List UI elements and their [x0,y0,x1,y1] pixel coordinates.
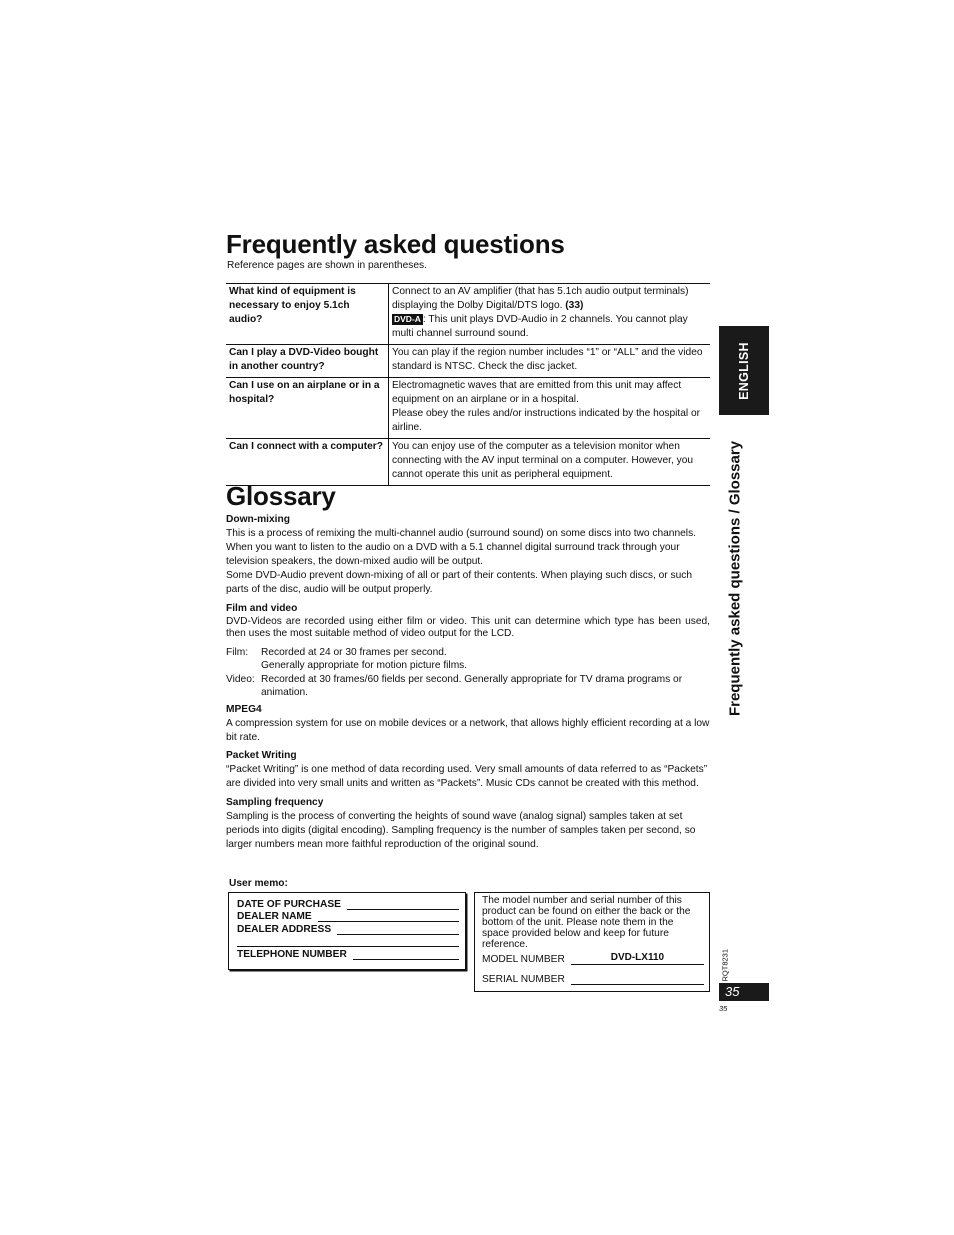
definition-text: Sampling is the process of converting the heights of sound wave (analog signal) samples taken at set periods into digits (digital encoding). Sampling frequency is the number of samples taken per second, so larger numbers mean more faithful reproduction of the original sound. [226,811,696,850]
faq-question: Can I connect with a computer? [229,441,383,452]
model-number-value: DVD-LX110 [571,952,704,965]
memo-extra-line [237,946,459,947]
list-line: Generally appropriate for motion picture films. [261,659,468,671]
list-line: animation. [261,686,309,698]
list-item [226,674,710,699]
faq-answer [388,378,710,438]
list-text [261,674,682,699]
term-down-mixing: Down-mixing [226,514,290,525]
section-side-text: Frequently asked questions / Glossary [726,440,744,717]
definition-text: A compression system for use on mobile devices or a network, that allows highly efficient recording at a low bit rate. [226,718,710,743]
serial-number-label: SERIAL NUMBER [482,974,565,985]
faq-row [226,345,710,378]
list-label: Film: [226,647,249,658]
memo-field-label: DEALER ADDRESS [237,924,332,935]
faq-row [226,378,710,439]
faq-row [226,439,710,486]
memo-field-line [347,899,459,910]
faq-answer-text: : This unit plays DVD-Audio in 2 channels. You cannot play multi channel surround sound. [392,314,688,339]
memo-field [237,911,459,922]
faq-subtitle: Reference pages are shown in parentheses. [227,260,427,271]
faq-row [226,284,710,345]
faq-answer-text: Please obey the rules and/or instructions indicated by the hospital or airline. [392,408,701,433]
serial-number-row [482,972,704,985]
user-memo-box [228,892,466,970]
memo-field-line [353,949,459,960]
faq-table [226,283,710,486]
language-tab-label [719,326,769,415]
faq-question: Can I play a DVD-Video bought in another country? [229,347,379,372]
list-label: Video: [226,674,255,685]
list-text [261,647,467,672]
serial-number-line [571,972,704,985]
term-mpeg4: MPEG4 [226,704,262,715]
faq-answer-text: Connect to an AV amplifier (that has 5.1ch audio output terminals) displaying the Dolby Digital/DTS logo. [392,286,689,311]
faq-answer: You can play if the region number includes “1” or “ALL” and the video standard is NTSC. Check the disc jacket. [388,345,710,377]
glossary-body [226,513,710,852]
faq-answer [388,284,710,344]
memo-field-label: DEALER NAME [237,911,312,922]
memo-field-line [318,911,459,922]
faq-answer-text: Electromagnetic waves that are emitted from this unit may affect equipment on an airplane or in a hospital. [392,380,682,405]
faq-answer: You can enjoy use of the computer as a television monitor when connecting with the AV input terminal on a computer. However, you cannot operate this unit as peripheral equipment. [388,439,710,485]
glossary-title: Glossary [226,481,336,511]
faq-title: Frequently asked questions [226,229,565,259]
document-code-text: RQT8231 [720,948,730,982]
definition-text: Some DVD-Audio prevent down-mixing of all or part of their contents. When playing such discs, or such parts of the disc, audio will be output properly. [226,570,693,595]
list-line: Recorded at 24 or 30 frames per second. [261,647,447,658]
memo-field-label: TELEPHONE NUMBER [237,949,347,960]
user-memo-label: User memo: [229,878,288,889]
list-line: Recorded at 30 frames/60 fields per second. Generally appropriate for TV drama programs or [261,674,683,685]
faq-question: Can I use on an airplane or in a hospital? [229,380,380,405]
page-number-small: 35 [719,1004,728,1013]
definition-text: This is a process of remixing the multi-channel audio (surround sound) on some discs into two channels. When you want to listen to the audio on a DVD with a 5.1 channel digital surround track through your television speakers, the down-mixed audio will be output. [226,528,696,567]
dvd-a-badge: DVD-A [394,314,421,324]
term-packet-writing: Packet Writing [226,750,297,761]
memo-field [237,924,459,935]
definition-text: “Packet Writing” is one method of data recording used. Very small amounts of data referred to as “Packets” are divided into very small units and written as “Packets”. Music CDs cannot be created with this method. [226,764,708,789]
page-reference: (33) [565,300,584,311]
memo-field-line [337,924,459,935]
definition-text: DVD-Videos are recorded using either film or video. This unit can determine which type has been used, then uses the most suitable method of video output for the LCD. [226,616,710,639]
language-text: ENGLISH [737,341,752,400]
serial-instructions: The model number and serial number of this product can be found on either the back or the bottom of the unit. Please note them in the space provided below and keep for future reference. [482,895,691,950]
model-number-label: MODEL NUMBER [482,954,565,965]
term-sampling-frequency: Sampling frequency [226,797,324,808]
film-video-list [226,647,710,699]
model-number-row [482,952,704,965]
term-film-and-video: Film and video [226,603,298,614]
faq-question: What kind of equipment is necessary to enjoy 5.1ch audio? [229,286,356,325]
serial-number-box [474,892,710,992]
memo-field-label: DATE OF PURCHASE [237,899,341,910]
memo-field [237,899,459,910]
memo-field [237,949,459,960]
list-item [226,647,710,672]
page-number-badge: 35 [719,983,769,1001]
